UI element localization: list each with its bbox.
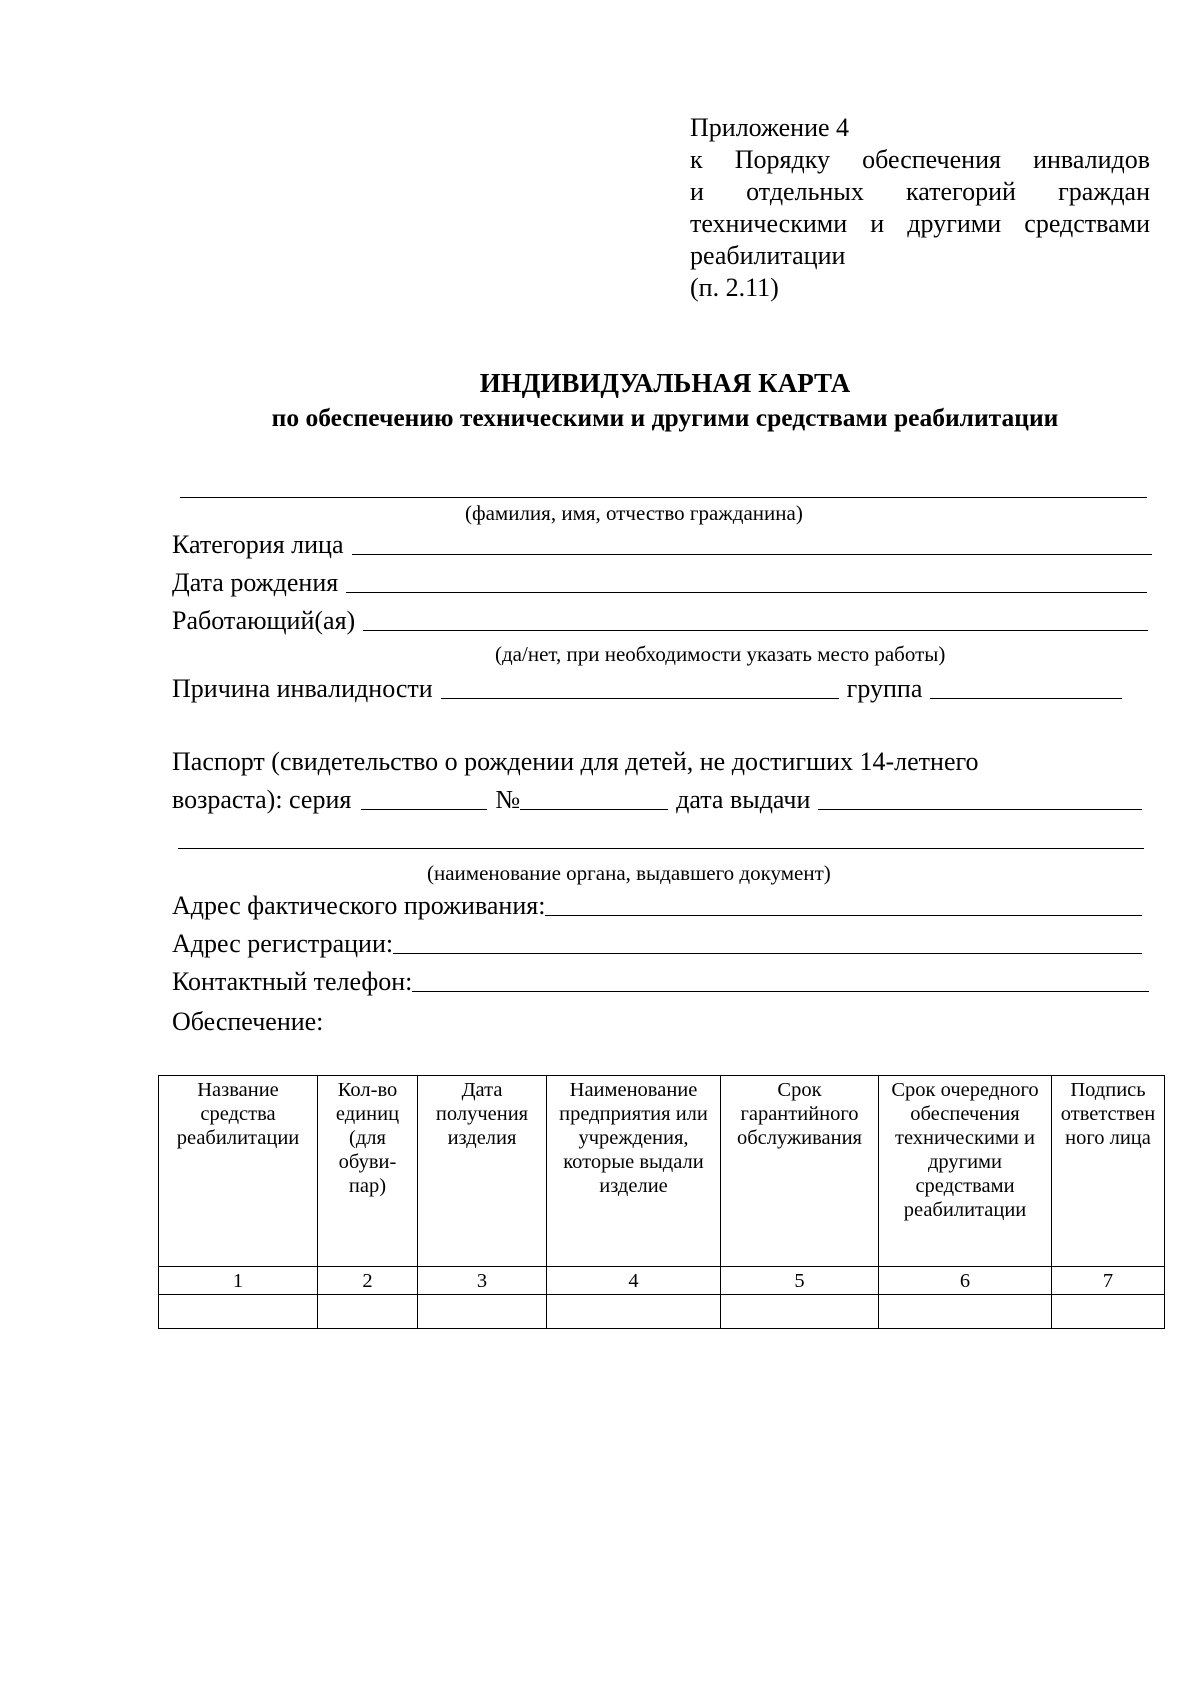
issue-date-field[interactable] (818, 809, 1142, 810)
table-cell[interactable] (318, 1295, 418, 1329)
table-number-row (159, 1267, 1165, 1295)
table-header-cell: Срок гарантийного обслуживания (721, 1076, 879, 1267)
table-header-cell: Срок очередного обеспечения техническими и другими средствами реабилитации (879, 1076, 1052, 1267)
table-cell[interactable] (159, 1295, 318, 1329)
actual-address-field[interactable] (545, 915, 1142, 916)
table-header-cell: Кол-во единиц (для обуви- пар) (318, 1076, 418, 1267)
appendix-ref-line: и отдельных категорий граждан (690, 177, 1150, 206)
appendix-number: Приложение 4 (690, 113, 850, 142)
working-row (172, 603, 1148, 637)
disability-cause-label: Причина инвалидности (172, 674, 433, 703)
table-header-cell: Подпись ответствен ного лица (1052, 1076, 1165, 1267)
supply-label: Обеспечение: (172, 1007, 324, 1036)
supply-table (158, 1075, 1165, 1329)
working-field[interactable] (363, 630, 1148, 631)
appendix-ref-line: к Порядку обеспечения инвалидов (690, 145, 1150, 174)
disability-row (172, 671, 1122, 705)
appendix-ref-line: техническими и другими средствами (690, 209, 1150, 238)
passport-number-label: № (495, 785, 521, 814)
table-cell[interactable] (721, 1295, 879, 1329)
passport-label: Паспорт (свидетельство о рождении для детей, не достигших 14-летнего (172, 747, 979, 776)
actual-address-label: Адрес фактического проживания: (172, 891, 546, 920)
working-caption: (да/нет, при необходимости указать место работы) (495, 642, 946, 666)
actual-address-row (172, 888, 1142, 922)
passport-row (172, 782, 1142, 816)
disability-cause-field[interactable] (441, 698, 839, 699)
column-number: 7 (1052, 1267, 1165, 1295)
table-header-cell: Наименование предприятия или учреждения, которые выдали изделие (547, 1076, 721, 1267)
table-cell[interactable] (1052, 1295, 1165, 1329)
group-label: группа (846, 674, 923, 703)
birth-date-label: Дата рождения (172, 568, 339, 597)
table-cell[interactable] (879, 1295, 1052, 1329)
appendix-block (690, 112, 1150, 304)
passport-series-field[interactable] (361, 809, 487, 810)
column-number: 6 (879, 1267, 1052, 1295)
table-header-row (159, 1076, 1165, 1267)
full-name-caption: (фамилия, имя, отчество гражданина) (465, 501, 803, 525)
table-cell[interactable] (547, 1295, 721, 1329)
issuer-field[interactable] (178, 848, 1144, 849)
column-number: 1 (159, 1267, 318, 1295)
group-field[interactable] (930, 698, 1122, 699)
category-row (172, 527, 1152, 561)
column-number: 4 (547, 1267, 721, 1295)
table-header-cell: Название средства реабилитации (159, 1076, 318, 1267)
phone-label: Контактный телефон: (172, 967, 413, 996)
phone-row (172, 964, 1149, 998)
category-label: Категория лица (172, 530, 344, 559)
passport-series-label: возраста): серия (172, 785, 352, 814)
appendix-ref-line: реабилитации (690, 241, 846, 270)
column-number: 2 (318, 1267, 418, 1295)
full-name-field[interactable] (180, 497, 1147, 498)
registration-field[interactable] (393, 953, 1142, 954)
column-number: 3 (418, 1267, 547, 1295)
appendix-clause: (п. 2.11) (690, 273, 779, 302)
column-number: 5 (721, 1267, 879, 1295)
issuer-caption: (наименование органа, выдавшего документ) (427, 861, 831, 885)
birth-date-row (172, 565, 1147, 599)
working-label: Работающий(ая) (172, 606, 356, 635)
phone-field[interactable] (412, 991, 1149, 992)
document-subtitle: по обеспечению техническими и другими средствами реабилитации (271, 403, 1059, 432)
passport-number-field[interactable] (520, 809, 668, 810)
document-title: ИНДИВИДУАЛЬНАЯ КАРТА (479, 368, 851, 398)
registration-label: Адрес регистрации: (172, 929, 394, 958)
category-field[interactable] (352, 554, 1152, 555)
table-row (159, 1295, 1165, 1329)
issue-date-label: дата выдачи (676, 785, 811, 814)
table-header-cell: Дата получения изделия (418, 1076, 547, 1267)
table-cell[interactable] (418, 1295, 547, 1329)
registration-row (172, 926, 1142, 960)
birth-date-field[interactable] (346, 592, 1147, 593)
